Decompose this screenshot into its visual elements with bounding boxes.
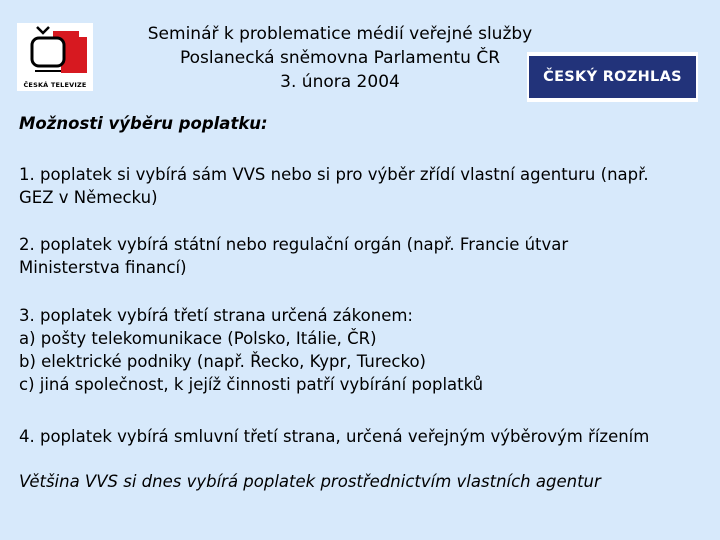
point-2-line-2: Ministerstva financí) [19,258,187,277]
ceska-televize-logo-text: ČESKÁ TELEVIZE [23,81,87,89]
slide-header [115,22,565,94]
point-2 [19,233,568,279]
point-3-line-3: b) elektrické podniky (např. Řecko, Kypr, Turecko) [19,352,426,371]
point-1-line-2: GEZ v Německu) [19,188,158,207]
header-line-3: 3. února 2004 [280,72,400,92]
header-line-2: Poslanecká sněmovna Parlamentu ČR [179,48,501,68]
point-4 [19,425,649,448]
cesky-rozhlas-logo-text: ČESKÝ ROZHLAS [543,69,682,85]
point-3-line-2: a) pošty telekomunikace (Polsko, Itálie, ČR) [19,329,377,348]
conclusion-text: Většina VVS si dnes vybírá poplatek prostřednictvím vlastních agentur [19,472,601,491]
point-1 [19,163,649,209]
point-1-line-1: 1. poplatek si vybírá sám VVS nebo si pro výběr zřídí vlastní agenturu (např. [19,165,649,184]
point-2-line-1: 2. poplatek vybírá státní nebo regulační orgán (např. Francie útvar [19,235,569,254]
section-heading: Možnosti výběru poplatku: [19,114,268,133]
point-4-line-1: 4. poplatek vybírá smluvní třetí strana, určená veřejným výběrovým řízením [19,427,650,446]
cesky-rozhlas-logo [527,52,698,102]
cesky-rozhlas-logo-panel [529,56,696,98]
ceska-televize-logo [17,23,93,91]
point-3-line-1: 3. poplatek vybírá třetí strana určená zákonem: [19,306,413,325]
header-line-1: Seminář k problematice médií veřejné služby [147,24,533,44]
point-3-line-4: c) jiná společnost, k jejíž činnosti patří vybírání poplatků [19,375,484,394]
point-3 [19,304,483,396]
